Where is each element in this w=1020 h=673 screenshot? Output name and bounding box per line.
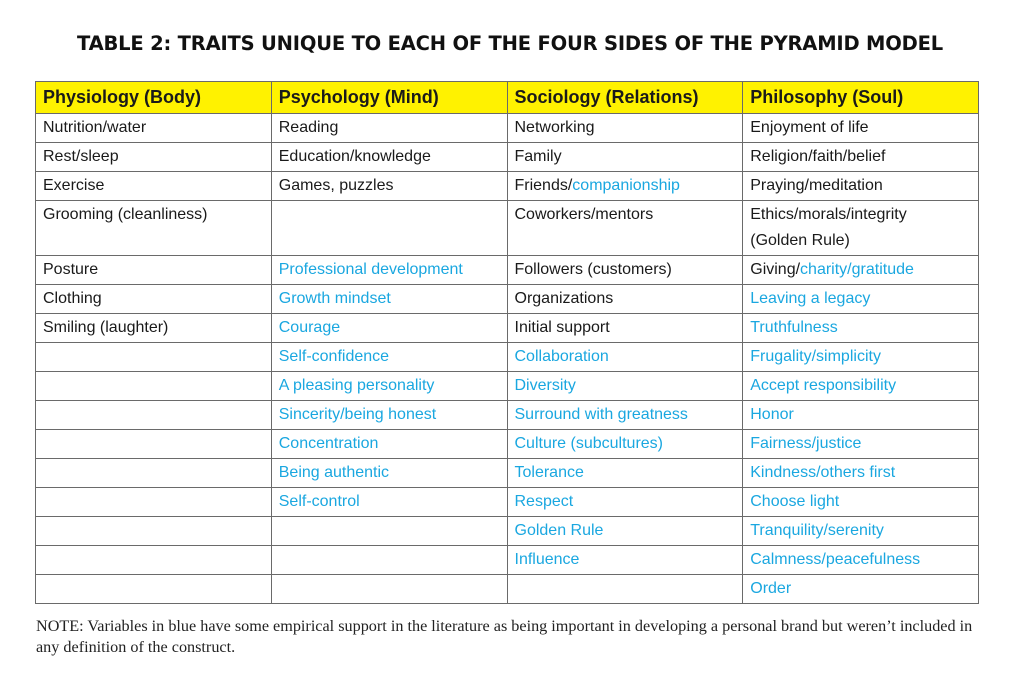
cell-sociology (507, 459, 743, 488)
table-row (36, 201, 979, 256)
table-row (36, 488, 979, 517)
cell-physiology (36, 401, 272, 430)
cell-text: Organizations (514, 290, 614, 307)
cell-sociology (507, 372, 743, 401)
highlighted-text: Tolerance (514, 464, 584, 481)
cell-text: Initial support (514, 319, 610, 336)
cell-text: Games, puzzles (278, 177, 394, 194)
cell-text: Nutrition/water (43, 119, 147, 136)
traits-table (35, 81, 979, 604)
highlighted-text: Being authentic (278, 464, 390, 481)
cell-sociology (507, 430, 743, 459)
cell-text: Praying/meditation (750, 177, 883, 194)
highlighted-text: Kindness/others first (750, 464, 896, 481)
cell-psychology (271, 201, 507, 256)
cell-philosophy (743, 488, 979, 517)
cell-psychology (271, 143, 507, 172)
highlighted-text: Accept responsibility (750, 377, 897, 394)
cell-text: Followers (customers) (514, 261, 672, 278)
cell-philosophy (743, 343, 979, 372)
cell-psychology (271, 430, 507, 459)
cell-sociology (507, 546, 743, 575)
cell-text: Friends/ (514, 177, 573, 194)
cell-text: Religion/faith/belief (750, 148, 886, 165)
table-row (36, 546, 979, 575)
table-body (36, 114, 979, 604)
cell-philosophy (743, 285, 979, 314)
table-row (36, 401, 979, 430)
cell-text: Family (514, 148, 562, 165)
cell-text: Posture (43, 261, 99, 278)
highlighted-text: Diversity (514, 377, 576, 394)
cell-physiology (36, 114, 272, 143)
table-row (36, 430, 979, 459)
cell-text: (Golden Rule) (750, 232, 850, 249)
highlighted-text: Respect (514, 493, 574, 510)
cell-philosophy (743, 256, 979, 285)
cell-sociology (507, 114, 743, 143)
header-sociology: Sociology (Relations) (507, 82, 743, 114)
highlighted-text: Choose light (750, 493, 840, 510)
cell-psychology (271, 372, 507, 401)
highlighted-text: Surround with greatness (514, 406, 688, 423)
cell-text: Exercise (43, 177, 105, 194)
cell-physiology (36, 517, 272, 546)
table-row (36, 517, 979, 546)
highlighted-text: Golden Rule (514, 522, 604, 539)
cell-psychology (271, 517, 507, 546)
cell-physiology (36, 546, 272, 575)
highlighted-text: charity/gratitude (800, 261, 914, 278)
cell-physiology (36, 285, 272, 314)
cell-philosophy (743, 314, 979, 343)
highlighted-text: Order (750, 580, 792, 597)
cell-sociology (507, 172, 743, 201)
cell-sociology (507, 517, 743, 546)
cell-physiology (36, 172, 272, 201)
table-row (36, 285, 979, 314)
cell-sociology (507, 256, 743, 285)
cell-text: Grooming (cleanliness) (43, 206, 208, 223)
cell-text: Coworkers/mentors (514, 206, 654, 223)
cell-philosophy (743, 401, 979, 430)
table-row (36, 314, 979, 343)
cell-psychology (271, 401, 507, 430)
cell-psychology (271, 546, 507, 575)
cell-text: Reading (278, 119, 339, 136)
highlighted-text: Growth mindset (278, 290, 391, 307)
cell-psychology (271, 459, 507, 488)
table-row (36, 459, 979, 488)
cell-sociology (507, 488, 743, 517)
cell-sociology (507, 201, 743, 256)
highlighted-text: A pleasing personality (278, 377, 435, 394)
header-physiology: Physiology (Body) (36, 82, 272, 114)
highlighted-text: Professional development (278, 261, 463, 278)
cell-psychology (271, 256, 507, 285)
highlighted-text: Sincerity/being honest (278, 406, 437, 423)
table-row (36, 172, 979, 201)
cell-psychology (271, 575, 507, 604)
cell-sociology (507, 401, 743, 430)
cell-psychology (271, 114, 507, 143)
cell-sociology (507, 314, 743, 343)
highlighted-text: Influence (514, 551, 580, 568)
cell-physiology (36, 314, 272, 343)
table-note: NOTE: Variables in blue have some empirical support in the literature as being important in developing a personal brand but weren’t included in any definition of the construct. (36, 617, 973, 656)
highlighted-text: Self-control (278, 493, 360, 510)
cell-philosophy (743, 143, 979, 172)
cell-psychology (271, 285, 507, 314)
highlighted-text: Tranquility/serenity (750, 522, 884, 539)
cell-text: Education/knowledge (278, 148, 431, 165)
table-row (36, 256, 979, 285)
highlighted-text: Honor (750, 406, 794, 423)
cell-sociology (507, 575, 743, 604)
cell-physiology (36, 372, 272, 401)
cell-philosophy (743, 114, 979, 143)
cell-physiology (36, 459, 272, 488)
cell-philosophy (743, 546, 979, 575)
table-row (36, 114, 979, 143)
cell-sociology (507, 343, 743, 372)
table-title: TABLE 2: TRAITS UNIQUE TO EACH OF THE FOUR SIDES OF THE PYRAMID MODEL (77, 32, 943, 55)
cell-philosophy (743, 430, 979, 459)
cell-psychology (271, 343, 507, 372)
highlighted-text: Concentration (278, 435, 379, 452)
cell-physiology (36, 575, 272, 604)
table-row (36, 343, 979, 372)
cell-text: Ethics/morals/integrity (750, 206, 907, 223)
highlighted-text: Culture (subcultures) (514, 435, 663, 452)
highlighted-text: companionship (572, 177, 680, 194)
cell-psychology (271, 488, 507, 517)
cell-philosophy (743, 172, 979, 201)
highlighted-text: Collaboration (514, 348, 609, 365)
highlighted-text: Frugality/simplicity (750, 348, 881, 365)
cell-physiology (36, 488, 272, 517)
cell-physiology (36, 143, 272, 172)
cell-physiology (36, 256, 272, 285)
cell-text: Giving/ (750, 261, 801, 278)
highlighted-text: Self-confidence (278, 348, 390, 365)
cell-sociology (507, 143, 743, 172)
cell-text: Clothing (43, 290, 102, 307)
cell-philosophy (743, 459, 979, 488)
highlighted-text: Calmness/peacefulness (750, 551, 921, 568)
cell-psychology (271, 314, 507, 343)
cell-philosophy (743, 372, 979, 401)
cell-philosophy (743, 517, 979, 546)
header-psychology: Psychology (Mind) (271, 82, 507, 114)
cell-philosophy (743, 575, 979, 604)
header-philosophy: Philosophy (Soul) (743, 82, 979, 114)
cell-sociology (507, 285, 743, 314)
highlighted-text: Courage (278, 319, 341, 336)
cell-physiology (36, 343, 272, 372)
cell-text: Rest/sleep (43, 148, 119, 165)
table-row (36, 575, 979, 604)
table-row (36, 372, 979, 401)
cell-text: Smiling (laughter) (43, 319, 169, 336)
cell-physiology (36, 430, 272, 459)
cell-text: Enjoyment of life (750, 119, 869, 136)
table-header-row (36, 82, 979, 114)
cell-physiology (36, 201, 272, 256)
cell-philosophy (743, 201, 979, 256)
table-row (36, 143, 979, 172)
highlighted-text: Leaving a legacy (750, 290, 871, 307)
cell-psychology (271, 172, 507, 201)
highlighted-text: Truthfulness (750, 319, 838, 336)
cell-text: Networking (514, 119, 595, 136)
highlighted-text: Fairness/justice (750, 435, 862, 452)
